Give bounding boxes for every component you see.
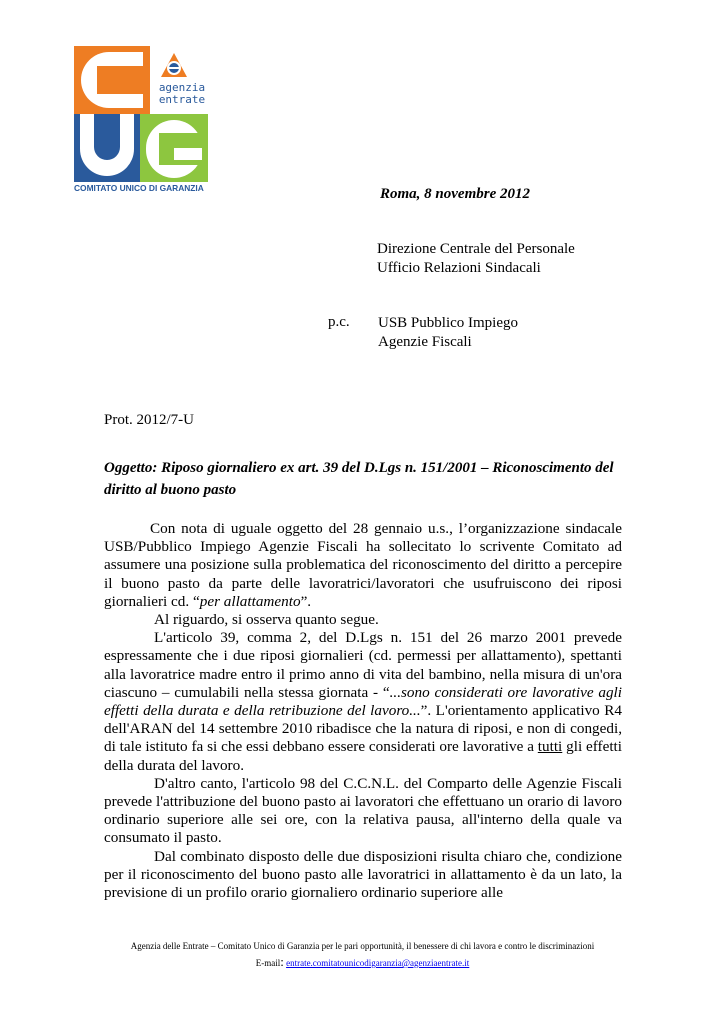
protocol-number: Prot. 2012/7-U <box>104 412 194 428</box>
letter-date: Roma, 8 novembre 2012 <box>380 186 530 202</box>
paragraph-1: Con nota di uguale oggetto del 28 gennaio u.s., l’organizzazione sindacale USB/Pubblico Impiego Agenzie Fiscali ha sollecitato lo scrivente Comitato ad assumere una posizione sulla problematica del riconoscimento del diritto a percepire il buono pasto da parte delle lavoratrici/lavoratori che usufruiscono dei riposi giornalieri cd. “per allattamento”. <box>104 520 622 610</box>
footer-email-line <box>0 954 725 971</box>
pc-address <box>378 314 518 352</box>
paragraph-4: D'altro canto, l'articolo 98 del C.C.N.L. del Comparto delle Agenzie Fiscali prevede l'attribuzione del buono pasto ai lavoratori che effettuano un orario di lavoro ordinario superiore alle sei ore, con la relativa pausa, all'interno della quale va consumato il pasto. <box>104 774 622 847</box>
paragraph-2: Al riguardo, si osserva quanto segue. <box>154 611 379 629</box>
pc-label: p.c. <box>328 314 350 330</box>
pc-line-1: USB Pubblico Impiego <box>378 315 519 331</box>
entrate-word: entrate <box>158 93 206 106</box>
recipient-line-2: Ufficio Relazioni Sindacali <box>377 260 541 276</box>
logo-letter-c <box>74 46 150 114</box>
letter-subject: Oggetto: Riposo giornaliero ex art. 39 del D.Lgs n. 151/2001 – Riconoscimento del diritto al buono pasto <box>104 460 614 498</box>
paragraph-3: L'articolo 39, comma 2, del D.Lgs n. 151 del 26 marzo 2001 prevede espressamente che i due riposi giornalieri (cd. permessi per allattamento), spettanti alla lavoratrice madre entro il primo anno di vita del bambino, nella misura di un'ora ciascuno – cumulabili nella stessa giornata - “...sono considerati ore lavorative agli effetti della durata e della retribuzione del lavoro...”. L'orientamento applicativo R4 dell'ARAN del 14 settembre 2010 ribadisce che la natura di riposi, e non di congedi, di tale istituto fa si che essi debbano essere considerati ore lavorative a tutti gli effetti della durata del lavoro. <box>104 629 622 774</box>
email-link[interactable]: entrate.comitatounicodigaranzia@agenziaentrate.it <box>286 958 470 968</box>
recipient-address <box>377 240 575 278</box>
letter-body <box>104 520 622 902</box>
email-label: E-mail <box>255 958 281 968</box>
page-footer <box>0 938 725 971</box>
paragraph-5: Dal combinato disposto delle due disposizioni risulta chiaro che, condizione per il riconoscimento del buono pasto alle lavoratrici in allattamento è da un lato, la previsione di un profilo orario giornaliero ordinario superiore alle <box>104 847 622 902</box>
footer-text: Agenzia delle Entrate – Comitato Unico di Garanzia per le pari opportunità, il benessere di chi lavora e contro le discriminazioni <box>130 941 595 951</box>
cug-logo <box>74 46 212 196</box>
agenzia-entrate-wordmark <box>152 82 212 106</box>
agenzia-word: agenzia <box>158 81 206 94</box>
logo-caption: COMITATO UNICO DI GARANZIA <box>74 183 204 193</box>
agenzia-entrate-emblem-icon <box>160 52 188 78</box>
logo-letter-u <box>74 114 140 182</box>
logo-letter-g <box>140 114 208 182</box>
recipient-line-1: Direzione Centrale del Personale <box>377 241 575 257</box>
email-colon: : <box>280 954 284 969</box>
pc-line-2: Agenzie Fiscali <box>378 334 472 350</box>
